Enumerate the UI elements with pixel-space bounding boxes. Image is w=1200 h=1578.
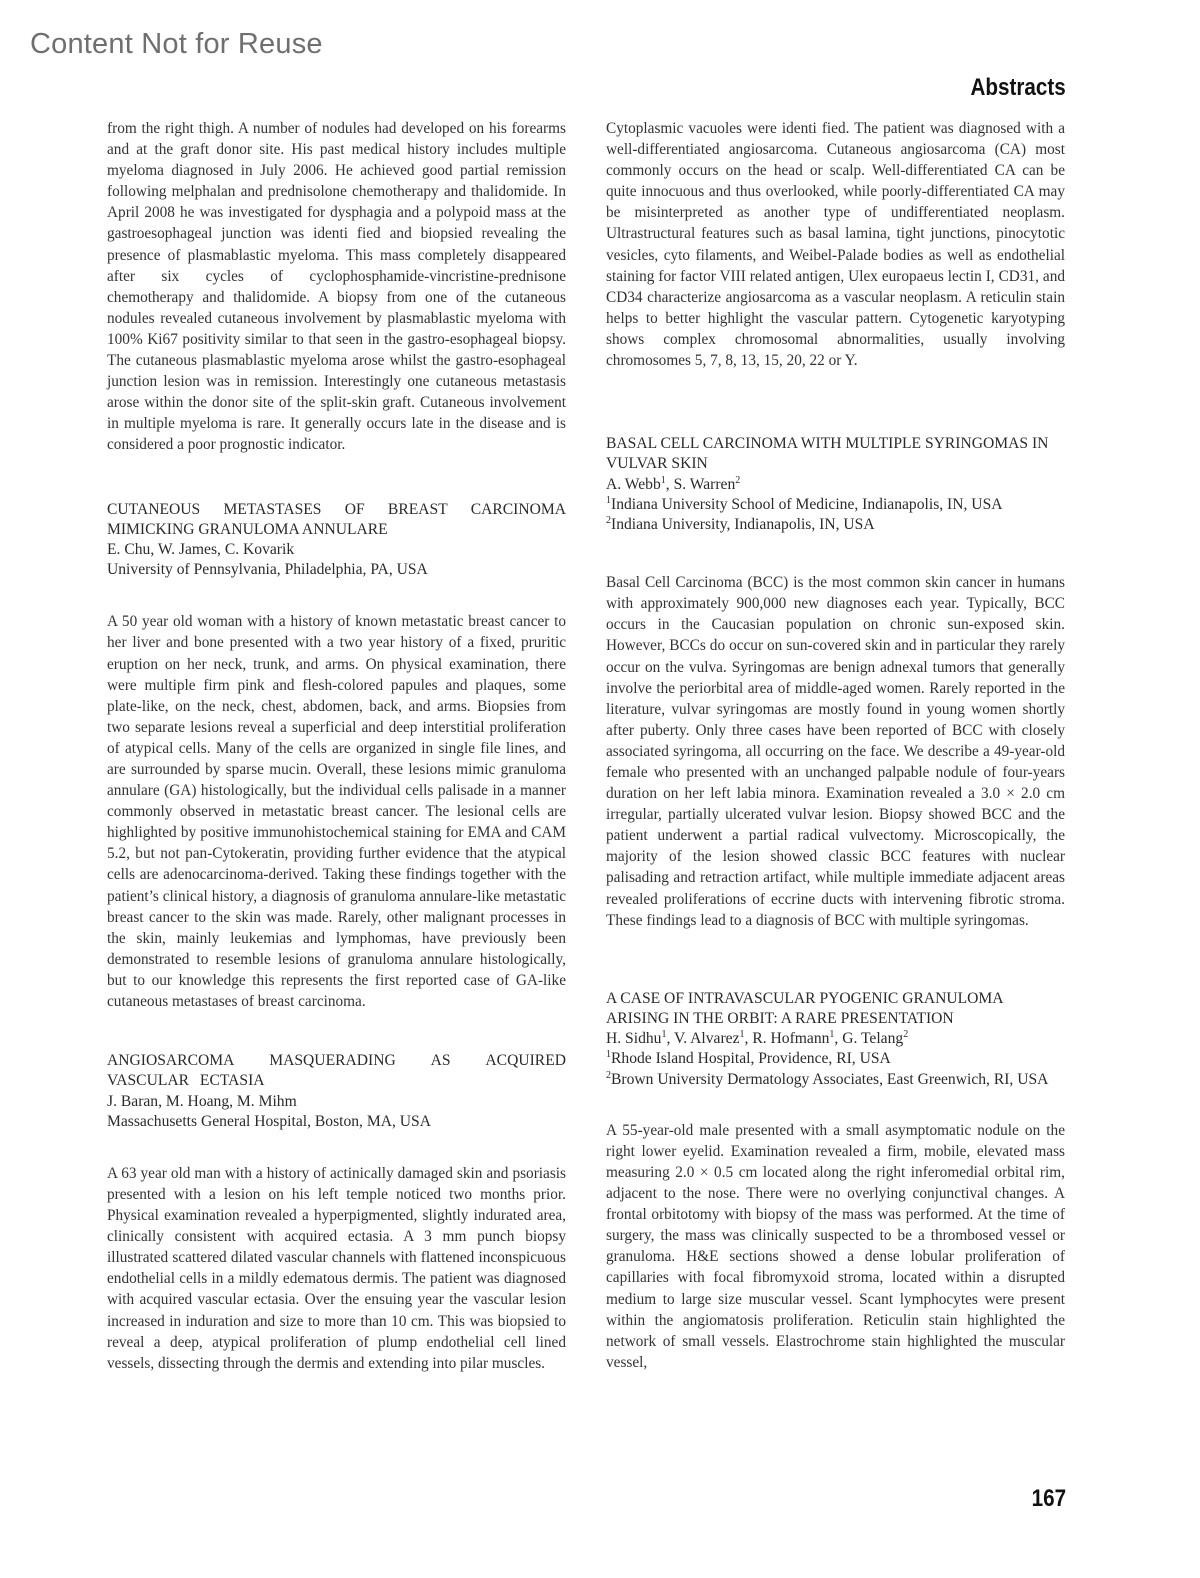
affiliation-text: Rhode Island Hospital, Providence, RI, USA: [611, 1050, 891, 1068]
abstract-title: ANGIOSARCOMA MASQUERADING AS ACQUIRED VASCULAR ECTASIA: [107, 1052, 566, 1090]
author-superscript: 2: [903, 1029, 909, 1041]
author-name: H. Sidhu: [606, 1030, 662, 1048]
abstract-heading: [107, 1051, 566, 1132]
abstract-heading: [107, 500, 566, 581]
abstract-affiliation: [606, 1049, 1065, 1069]
author-separator: ,: [666, 1030, 674, 1048]
abstract-affiliation: [606, 1070, 1065, 1090]
abstract-affiliation: University of Pennsylvania, Philadelphia, PA, USA: [107, 561, 428, 579]
author-name: R. Hofmann: [752, 1030, 830, 1048]
author-separator: ,: [834, 1030, 843, 1048]
affiliation-superscript: 2: [606, 514, 611, 526]
abstract-heading: [606, 989, 1065, 1090]
affiliation-superscript: 1: [606, 494, 611, 506]
abstract-affiliation: [606, 515, 1065, 535]
author-superscript: 1: [661, 1029, 667, 1041]
abstract-affiliation: [606, 495, 1065, 515]
watermark: Content Not for Reuse: [30, 28, 323, 60]
author-name: A. Webb: [606, 475, 661, 493]
author-superscript: 1: [739, 1029, 745, 1041]
abstract-body: Basal Cell Carcinoma (BCC) is the most common skin cancer in humans with approximately 900,000 new diagnoses each year. Typically, BCC occurs in the Caucasian population on chronic sun-exposed skin. However, BCCs do occur on sun-covered skin and in particular they rarely occur on the vulva. Syringomas are benign adnexal tumors that generally involve the periorbital area of middle-aged women. Rarely reported in the literature, vulvar syringomas are mostly found in young women shortly after puberty. Only three cases have been reported of BCC with closely associated syringoma, all occurring on the face. We describe a 49-year-old female who presented with an unchanged palpable nodule of four-years duration on her left labia minora. Examination revealed a 3.0 × 2.0 cm irregular, partially ulcerated vulvar lesion. Biopsy showed BCC and the patient underwent a partial radical vulvectomy. Microscopically, the majority of the lesion showed classic BCC features with nuclear palisading and retraction artifact, while multiple immediate adjacent areas revealed proliferations of eccrine ducts with intervening fibrotic stroma. These findings lead to a diagnosis of BCC with multiple syringomas.: [606, 574, 1065, 929]
abstract-authors: J. Baran, M. Hoang, M. Mihm: [107, 1092, 297, 1110]
author-superscript: 1: [660, 474, 666, 486]
affiliation-text: Indiana University, Indianapolis, IN, USA: [611, 515, 875, 533]
abstract-authors: [606, 475, 1065, 495]
abstract-title: A CASE OF INTRAVASCULAR PYOGENIC GRANULOMA ARISING IN THE ORBIT: A RARE PRESENTATION: [606, 989, 1003, 1027]
affiliation-text: Brown University Dermatology Associates, East Greenwich, RI, USA: [611, 1070, 1049, 1088]
abstract-affiliation: Massachusetts General Hospital, Boston, MA, USA: [107, 1112, 431, 1130]
continuation-text: from the right thigh. A number of nodules had developed on his forearms and at the graft donor site. His past medical history includes multiple myeloma diagnosed in July 2006. He achieved good partial remission following melphalan and prednisolone chemotherapy and thalidomide. In April 2008 he was investigated for dysphagia and a polypoid mass at the gastroesophageal junction was identi fied and biopsied revealing the presence of plasmablastic myeloma. This mass completely disappeared after six cycles of cyclophosphamide-vincristine-prednisone chemotherapy and thalidomide. A biopsy from one of the cutaneous nodules revealed cutaneous involvement by plasmablastic myeloma with 100% Ki67 positivity similar to that seen in the gastro-esophageal biopsy. The cutaneous plasmablastic myeloma arose whilst the gastro-esophageal junction lesion was in remission. Interestingly one cutaneous metastasis arose within the donor site of the split-skin graft. Cutaneous involvement in multiple myeloma is rare. It generally occurs late in the disease and is considered a poor prognostic indicator.: [107, 120, 566, 454]
affiliation-text: Indiana University School of Medicine, Indianapolis, IN, USA: [611, 495, 1003, 513]
author-separator: ,: [665, 475, 674, 493]
author-separator: ,: [744, 1030, 753, 1048]
abstract-title: BASAL CELL CARCINOMA WITH MULTIPLE SYRINGOMAS IN VULVAR SKIN: [606, 435, 1049, 473]
abstract-heading: [606, 434, 1065, 535]
page-number: 167: [1031, 1485, 1066, 1512]
author-name: V. Alvarez: [673, 1030, 740, 1048]
author-superscript: 2: [735, 474, 741, 486]
author-superscript: 1: [829, 1029, 835, 1041]
abstract-authors: E. Chu, W. James, C. Kovarik: [107, 540, 295, 558]
abstract-title: CUTANEOUS METASTASES OF BREAST CARCINOMA MIMICKING GRANULOMA ANNULARE: [107, 500, 566, 538]
continuation-text: Cytoplasmic vacuoles were identi fied. The patient was diagnosed with a well-differentiated angiosarcoma. Cutaneous angiosarcoma (CA) most commonly occurs on the head or scalp. Well-differentiated CA can be quite innocuous and thus overlooked, while poorly-differentiated CA may be misinterpreted as another type of undifferentiated neoplasm. Ultrastructural features such as basal lamina, tight junctions, pinocytotic vesicles, cyto filaments, and Weibel-Palade bodies as well as endothelial staining for factor VIII related antigen, Ulex europaeus lectin I, CD31, and CD34 characterize angiosarcoma as a vascular neoplasm. A reticulin stain helps to better highlight the vascular pattern. Cytogenetic karyotyping shows complex chromosomal abnormalities, usually involving chromosomes 5, 7, 8, 13, 15, 20, 22 or Y.: [606, 120, 1065, 370]
abstract-authors: [606, 1029, 1065, 1049]
abstract-body: A 50 year old woman with a history of known metastatic breast cancer to her liver and bone presented with a two year history of a fixed, pruritic eruption on her neck, trunk, and arms. On physical examination, there were multiple firm pink and flesh-colored papules and plaques, some plate-like, on the neck, chest, abdomen, back, and arms. Biopsies from two separate lesions reveal a superficial and deep interstitial proliferation of atypical cells. Many of the cells are organized in single file lines, and are surrounded by sparse mucin. Overall, these lesions mimic granuloma annulare (GA) histologically, but the individual cells palisade in a manner commonly observed in metastatic breast cancer. The lesional cells are highlighted by positive immunohistochemical staining for EMA and CAM 5.2, but not pan-Cytokeratin, providing further evidence that the atypical cells are adenocarcinoma-derived. Taking these findings together with the patient’s clinical history, a diagnosis of granuloma annulare-like metastatic breast cancer to the skin was made. Rarely, other malignant processes in the skin, mainly leukemias and lymphomas, have previously been demonstrated to resemble lesions of granuloma annulare histologically, but to our knowledge this represents the first reported case of GA-like cutaneous metastases of breast carcinoma.: [107, 613, 566, 1010]
left-column: [107, 118, 566, 1374]
affiliation-superscript: 2: [606, 1069, 611, 1081]
affiliation-superscript: 1: [606, 1049, 611, 1061]
abstract-body: A 55-year-old male presented with a small asymptomatic nodule on the right lower eyelid. Examination revealed a firm, mobile, elevated mass measuring 2.0 × 0.5 cm located along the right inferomedial orbital rim, adjacent to the nose. There were no overlying conjunctival changes. A frontal orbitotomy with biopsy of the mass was performed. At the time of surgery, the mass was clinically suspected to be a thrombosed vessel or granuloma. H&E sections showed a dense lobular proliferation of capillaries with focal fibromyxoid stroma, located within a disrupted medium to large size muscular vessel. Scant lymphocytes were present within the angiomatosis proliferation. Reticulin stain highlighted the network of small vessels. Elastrochrome stain highlighted the muscular vessel,: [606, 1121, 1065, 1371]
author-name: G. Telang: [842, 1030, 904, 1048]
running-head: Abstracts: [970, 74, 1066, 101]
abstract-body: A 63 year old man with a history of actinically damaged skin and psoriasis presented with a lesion on his left temple noticed two months prior. Physical examination revealed a hyperpigmented, slightly indurated area, clinically consistent with acquired ectasia. A 3 mm punch biopsy illustrated scattered dilated vascular channels with flattened inconspicuous endothelial cells in a mildly edematous dermis. The patient was diagnosed with acquired vascular ectasia. Over the ensuing year the vascular lesion increased in induration and size to more than 10 cm. This was biopsied to reveal a deep, atypical proliferation of plump endothelial cell lined vessels, dissecting through the dermis and extending into pilar muscles.: [107, 1164, 566, 1372]
author-name: S. Warren: [673, 475, 736, 493]
right-column: [606, 118, 1065, 1373]
